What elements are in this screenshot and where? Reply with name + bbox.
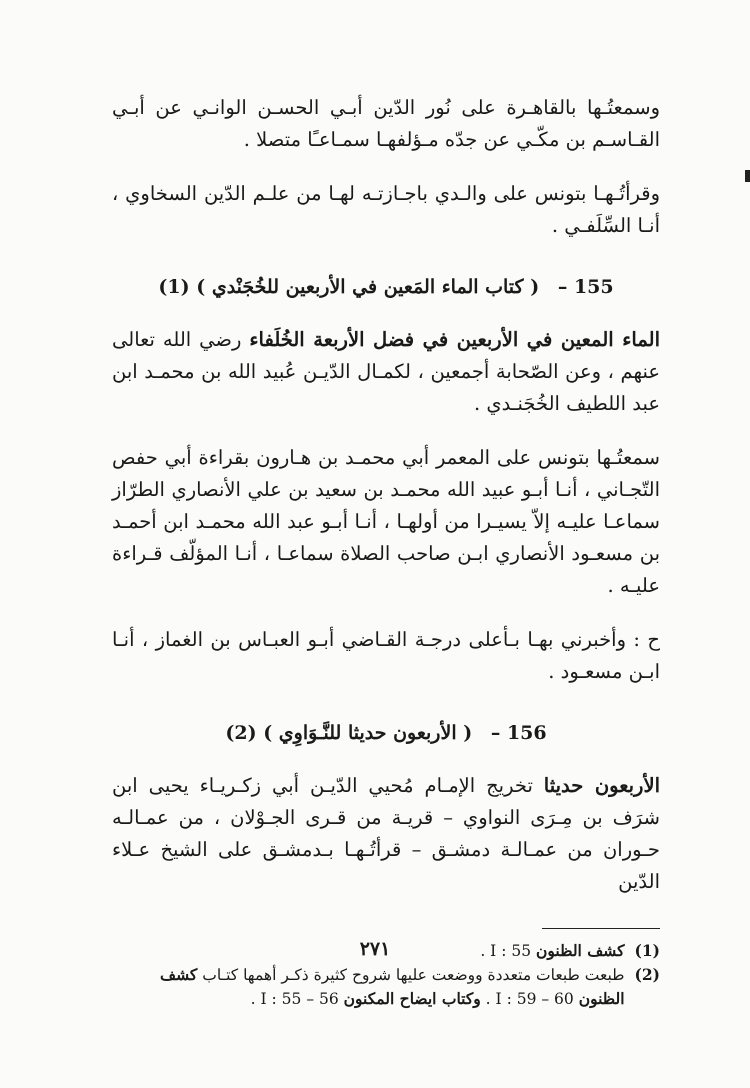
section-title: ( الأربعون حديثا للنَّـوَاوِي ) (2) — [225, 722, 473, 744]
footnote-source-bold: وكتاب ايضاح المكنون — [343, 989, 481, 1008]
paragraph-text: تخريج الإمـام مُحيي الدّيـن أبي زكـريـاء يحيى ابن شرَف بن مِـرَى النواوي – قريـة من قـرى الجـوْلان ، من عمـالـه حـوران من عمـالـة دمشـق – قرأتُـهـا بـدمشـق على الشيخ عـلاء الدّين — [112, 774, 660, 893]
page-edge-mark — [745, 170, 750, 182]
footnote-ref: I : 55 – 56 . — [250, 990, 344, 1008]
section-title: ( كتاب الماء المَعين في الأربعين للخُجَنْدي ) (1) — [158, 276, 540, 298]
book-title-bold: الأربعون حديثا — [543, 774, 661, 797]
footnote-2 — [112, 963, 660, 1011]
footnote-source-bold: كشف الظنون — [536, 941, 625, 960]
page-number: ٢٧١ — [359, 938, 391, 960]
paragraph-intro-2: وقرأتُـهـا بتونس على والـدي باجـازتـه لهـا من علـم الدّين السخاوي ، أنـا السِّلَفـي . — [112, 182, 660, 237]
book-title-bold: الماء المعين في الأربعين في فضل الأربعة الخُلَفاء — [249, 328, 660, 351]
section-155-paragraph-1 — [112, 324, 660, 420]
section-155-paragraph-3: ح : وأخبرني بهـا بـأعلى درجـة القـاضي أبـو العبـاس بن الغماز ، أنـا ابـن مسعـود . — [112, 628, 660, 683]
footnote-number: (2) — [634, 965, 660, 984]
footnote-ref: I : 59 – 60 . — [480, 990, 579, 1008]
paragraph-text: رضي الله تعالى عنهم ، وعن الصّحابة أجمعين ، لكمـال الدّيـن عُبيد الله بن محمـد ابن عبد اللطيف الخُجَنـدي . — [112, 328, 660, 415]
paragraph-intro-1: وسمعتُـها بالقاهـرة على نُور الدّين أبـي الحسـن الوانـي عن أبـي القـاسـم بن مكّـي عن جدّه مـؤلفهـا سمـاعـًا متصلا . — [112, 96, 660, 151]
section-number: 156 – — [490, 722, 547, 744]
footnote-ref: طبعت طبعات متعددة ووضعت عليها شروح كثيرة ذكـر أهمها كتـاب — [197, 966, 625, 984]
section-heading-156 — [112, 718, 660, 748]
footnote-number: (1) — [634, 941, 660, 960]
footnote-text — [112, 963, 625, 1011]
section-heading-155 — [112, 272, 660, 302]
footnote-source-bold: كشف الظنون — [160, 965, 625, 1008]
section-156-paragraph-1 — [112, 770, 660, 898]
footnote-divider — [542, 928, 660, 929]
page-content — [112, 92, 660, 1011]
section-number: 155 – — [557, 276, 614, 298]
footnote-ref: I : 55 . — [480, 942, 537, 960]
section-155-paragraph-2: سمعتُـها بتونس على المعمر أبي محمـد بن هـارون بقراءة أبي حفص التّجـاني ، أنـا أبـو عبيد الله محمـد بن سعيد بن علي الأنصاري الطرّاز سماعـا عليـه إلاّ يسيـرا من أولهـا ، أنـا أبـو عبد الله محمـد ابن أحمـد بن مسعـود الأنصاري ابـن صاحب الصلاة سماعـا ، أنـا المؤلّف قـراءة عليـه . — [112, 446, 660, 597]
